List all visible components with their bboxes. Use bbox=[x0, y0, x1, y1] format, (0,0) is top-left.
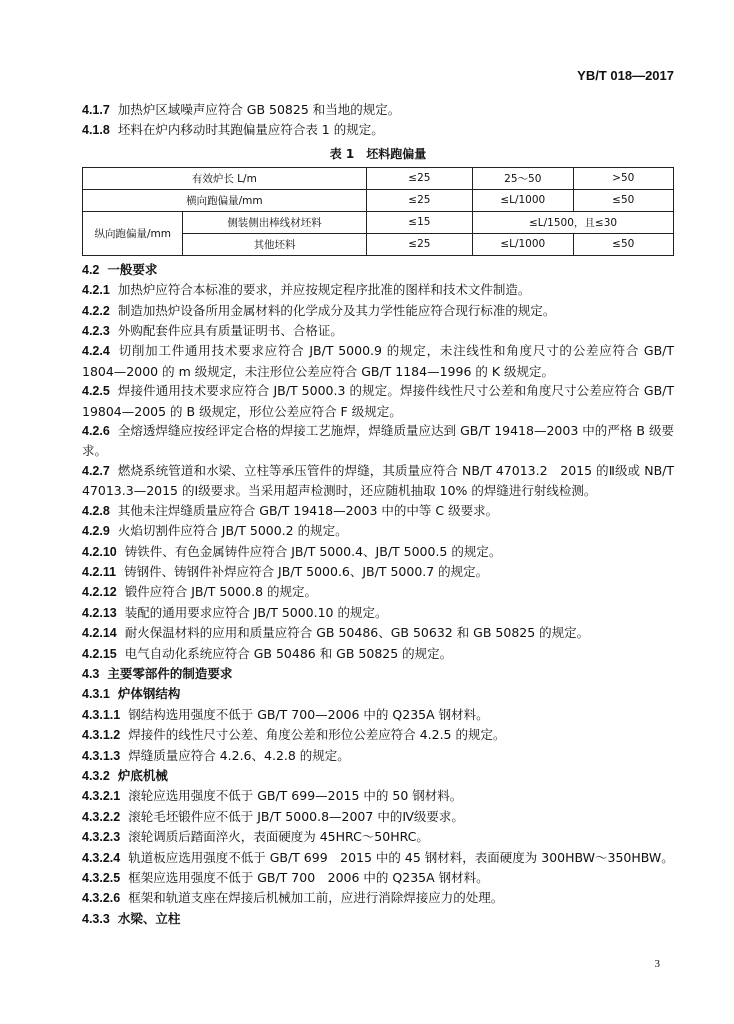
section-heading bbox=[82, 766, 674, 786]
clause-number: 4.2.15 bbox=[82, 646, 117, 661]
page-content bbox=[82, 100, 674, 929]
table-cell: 其他坯料 bbox=[183, 233, 366, 255]
clause-text: 炉体钢结构 bbox=[117, 686, 181, 702]
clause-number: 4.2.1 bbox=[82, 283, 110, 298]
clause-text: 铸铁件、有色金属铸件应符合 JB/T 5000.4、JB/T 5000.5 的规定。 bbox=[124, 543, 502, 559]
clause-number: 4.2.13 bbox=[82, 605, 117, 620]
clause-paragraph bbox=[82, 381, 674, 421]
clause-number: 4.3.2 bbox=[82, 768, 110, 783]
clause-text: 全熔透焊缝应按经评定合格的焊接工艺施焊，焊缝质量应达到 GB/T 19418—2003 中的严格 B 级要求。 bbox=[82, 423, 674, 459]
section-heading bbox=[82, 664, 674, 684]
clause-text: 制造加热炉设备所用金属材料的化学成分及其力学性能应符合现行标准的规定。 bbox=[117, 302, 556, 318]
clause-paragraph bbox=[82, 461, 674, 501]
clause-text: 焊缝质量应符合 4.2.6、4.2.8 的规定。 bbox=[128, 747, 350, 763]
table-row bbox=[83, 167, 674, 189]
clause-number: 4.2.9 bbox=[82, 524, 110, 539]
clause-text: 火焰切割件应符合 JB/T 5000.2 的规定。 bbox=[117, 523, 348, 539]
clause-number: 4.2 bbox=[82, 262, 100, 277]
clause-paragraph bbox=[82, 100, 674, 120]
clause-paragraph bbox=[82, 341, 674, 381]
clause-paragraph bbox=[82, 848, 674, 868]
clause-text: 加热炉应符合本标准的要求，并应按规定程序批准的图样和技术文件制造。 bbox=[117, 282, 531, 298]
clause-paragraph bbox=[82, 746, 674, 766]
clause-number: 4.2.2 bbox=[82, 303, 110, 318]
clause-text: 其他未注焊缝质量应符合 GB/T 19418—2003 中的中等 C 级要求。 bbox=[117, 502, 499, 518]
clause-number: 4.3.2.1 bbox=[82, 789, 121, 804]
clause-text: 滚轮调质后踏面淬火，表面硬度为 45HRC～50HRC。 bbox=[128, 829, 429, 845]
table-cell: ≤15 bbox=[366, 211, 472, 233]
page-number: 3 bbox=[654, 958, 660, 970]
clause-number: 4.3.1.1 bbox=[82, 707, 121, 722]
clause-paragraph bbox=[82, 705, 674, 725]
clause-text: 切削加工件通用技术要求应符合 JB/T 5000.9 的规定，未注线性和角度尺寸的公差应符合 GB/T 1804—2000 的 m 级规定，未注形位公差应符合 GB/T 1184—1996 的 K 级规定。 bbox=[82, 343, 674, 379]
clause-paragraph bbox=[82, 301, 674, 321]
section-heading bbox=[82, 684, 674, 704]
table-cell: ≤50 bbox=[573, 189, 673, 211]
clause-number: 4.3.1.3 bbox=[82, 748, 121, 763]
clause-text: 焊接件通用技术要求应符合 JB/T 5000.3 的规定。焊接件线性尺寸公差和角度尺寸公差应符合 GB/T 19804—2005 的 B 级规定，形位公差应符合 F 级规定。 bbox=[82, 383, 674, 419]
clause-text: 水梁、立柱 bbox=[117, 910, 181, 926]
clause-paragraph bbox=[82, 603, 674, 623]
clauses-main bbox=[82, 260, 674, 929]
table-cell: ≤L/1500，且≤30 bbox=[473, 211, 674, 233]
clause-number: 4.2.10 bbox=[82, 544, 117, 559]
clause-text: 耐火保温材料的应用和质量应符合 GB 50486、GB 50632 和 GB 50825 的规定。 bbox=[124, 625, 590, 641]
clause-number: 4.3.3 bbox=[82, 911, 110, 926]
clause-paragraph bbox=[82, 562, 674, 582]
clause-text: 轨道板应选用强度不低于 GB/T 699 2015 中的 45 钢材料，表面硬度为 300HBW～350HBW。 bbox=[128, 849, 674, 865]
clause-text: 锻件应符合 JB/T 5000.8 的规定。 bbox=[124, 584, 318, 600]
clause-text: 外购配套件应具有质量证明书、合格证。 bbox=[117, 323, 343, 339]
clause-number: 4.1.8 bbox=[82, 123, 110, 138]
clause-number: 4.2.8 bbox=[82, 503, 110, 518]
table-cell: 侧装侧出棒线材坯料 bbox=[183, 211, 366, 233]
table-cell: ≤25 bbox=[366, 189, 472, 211]
clause-paragraph bbox=[82, 807, 674, 827]
clause-text: 钢结构选用强度不低于 GB/T 700—2006 中的 Q235A 钢材料。 bbox=[128, 706, 489, 722]
clause-text: 框架应选用强度不低于 GB/T 700 2006 中的 Q235A 钢材料。 bbox=[128, 870, 489, 885]
clause-paragraph bbox=[82, 868, 674, 888]
clause-paragraph bbox=[82, 120, 674, 140]
clause-text: 框架和轨道支座在焊接后机械加工前，应进行消除焊接应力的处理。 bbox=[128, 890, 504, 906]
clause-paragraph bbox=[82, 623, 674, 643]
clause-paragraph bbox=[82, 521, 674, 541]
clause-number: 4.3.2.5 bbox=[82, 871, 121, 885]
clause-text: 滚轮应选用强度不低于 GB/T 699—2015 中的 50 钢材料。 bbox=[128, 788, 463, 804]
clause-number: 4.2.7 bbox=[82, 463, 110, 478]
table-cell: ≤25 bbox=[366, 233, 472, 255]
table-cell: ≤50 bbox=[573, 233, 673, 255]
clause-number: 4.3.2.2 bbox=[82, 809, 121, 824]
clause-number: 4.3.1.2 bbox=[82, 728, 121, 743]
clause-paragraph bbox=[82, 644, 674, 664]
clause-number: 4.2.11 bbox=[82, 564, 117, 579]
table-cell: 25～50 bbox=[473, 167, 573, 189]
clause-number: 4.1.7 bbox=[82, 103, 110, 117]
table-row bbox=[83, 211, 674, 233]
clause-number: 4.3.2.4 bbox=[82, 850, 121, 865]
section-heading bbox=[82, 909, 674, 929]
clause-number: 4.3.1 bbox=[82, 687, 110, 702]
clause-paragraph bbox=[82, 827, 674, 847]
clause-text: 炉底机械 bbox=[117, 767, 168, 783]
table-cell: ≤L/1000 bbox=[473, 189, 573, 211]
clause-paragraph bbox=[82, 501, 674, 521]
table-cell: ≤25 bbox=[366, 167, 472, 189]
clause-number: 4.3 bbox=[82, 666, 100, 681]
clause-number: 4.3.2.3 bbox=[82, 830, 121, 845]
deviation-table bbox=[82, 167, 674, 256]
clause-number: 4.2.3 bbox=[82, 324, 110, 339]
clause-text: 坯料在炉内移动时其跑偏量应符合表 1 的规定。 bbox=[117, 122, 384, 138]
table-cell: ≤L/1000 bbox=[473, 233, 573, 255]
table-title: 表 1 坯料跑偏量 bbox=[329, 146, 427, 161]
clause-text: 主要零部件的制造要求 bbox=[107, 665, 233, 681]
clause-paragraph bbox=[82, 582, 674, 602]
clause-number: 4.3.2.6 bbox=[82, 891, 121, 906]
clause-number: 4.2.4 bbox=[82, 344, 110, 359]
clause-text: 电气自动化系统应符合 GB 50486 和 GB 50825 的规定。 bbox=[124, 645, 453, 661]
clause-number: 4.2.12 bbox=[82, 585, 117, 600]
clause-paragraph bbox=[82, 888, 674, 908]
table-cell: 横向跑偏量/mm bbox=[83, 189, 367, 211]
clause-number: 4.2.6 bbox=[82, 424, 110, 439]
section-heading bbox=[82, 260, 674, 280]
table-cell: 纵向跑偏量/mm bbox=[83, 211, 183, 255]
clause-text: 滚轮毛坯锻件应不低于 JB/T 5000.8—2007 中的Ⅳ级要求。 bbox=[128, 808, 464, 824]
clause-text: 燃烧系统管道和水梁、立柱等承压管件的焊缝，其质量应符合 NB/T 47013.2 2015 的Ⅱ级或 NB/T 47013.3—2015 的Ⅰ级要求。当采用超声检测时，还应随机抽取 10% 的焊缝进行射线检测。 bbox=[82, 462, 674, 499]
clause-paragraph bbox=[82, 321, 674, 341]
clauses-top bbox=[82, 100, 674, 141]
clause-text: 铸钢件、铸钢件补焊应符合 JB/T 5000.6、JB/T 5000.7 的规定。 bbox=[124, 563, 489, 579]
clause-number: 4.2.14 bbox=[82, 626, 117, 641]
table-cell: 有效炉长 L/m bbox=[83, 167, 367, 189]
clause-number: 4.2.5 bbox=[82, 384, 110, 399]
clause-text: 一般要求 bbox=[107, 261, 158, 277]
clause-paragraph bbox=[82, 421, 674, 461]
clause-paragraph bbox=[82, 786, 674, 806]
clause-paragraph bbox=[82, 542, 674, 562]
clause-text: 焊接件的线性尺寸公差、角度公差和形位公差应符合 4.2.5 的规定。 bbox=[128, 727, 506, 743]
table-row bbox=[83, 189, 674, 211]
clause-text: 装配的通用要求应符合 JB/T 5000.10 的规定。 bbox=[124, 604, 388, 620]
clause-paragraph bbox=[82, 280, 674, 300]
table-cell: >50 bbox=[573, 167, 673, 189]
standard-code: YB/T 018—2017 bbox=[577, 68, 674, 83]
clause-paragraph bbox=[82, 725, 674, 745]
clause-text: 加热炉区域噪声应符合 GB 50825 和当地的规定。 bbox=[117, 102, 401, 117]
